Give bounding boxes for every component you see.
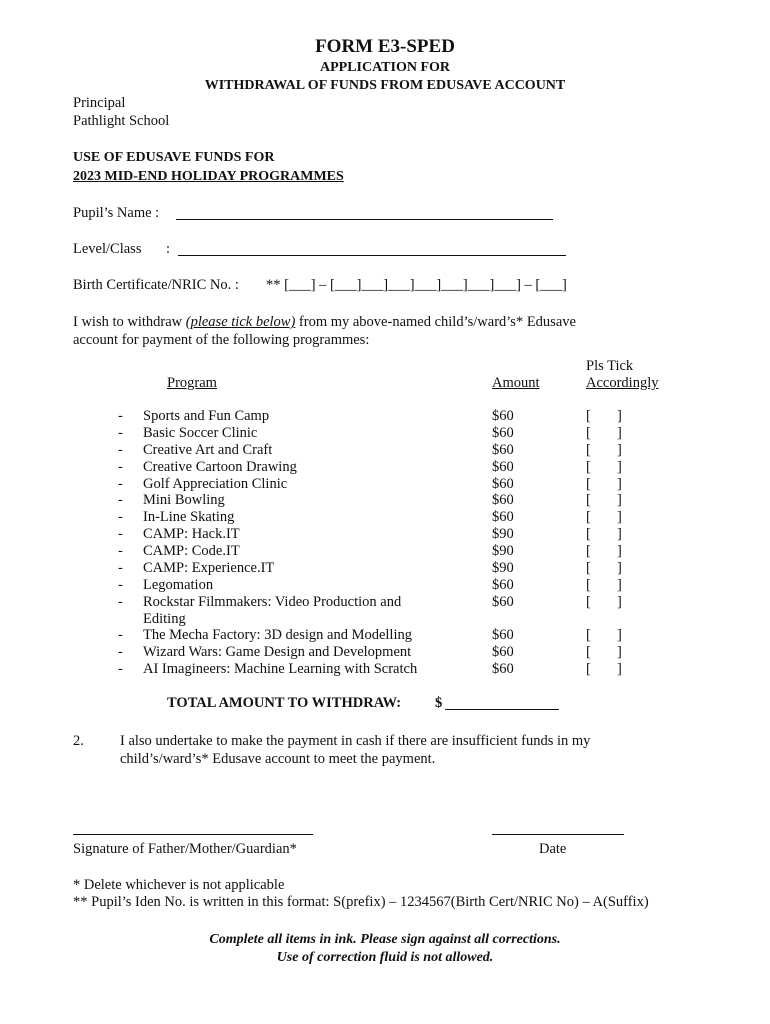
level-class-label: Level/Class: [73, 241, 142, 257]
note-delete: * Delete whichever is not applicable: [73, 877, 285, 893]
row-dash: -: [118, 644, 123, 660]
programme-row: [0, 577, 770, 594]
programme-name: The Mecha Factory: 3D design and Modelling: [143, 627, 412, 643]
programme-name: Sports and Fun Camp: [143, 408, 270, 424]
programme-row: [0, 526, 770, 543]
tick-box-left-bracket: [: [586, 661, 591, 677]
date-field[interactable]: [492, 834, 624, 835]
programme-name: CAMP: Code.IT: [143, 543, 240, 559]
addressee-line-2: Pathlight School: [73, 113, 170, 129]
amount-header: Amount: [492, 375, 540, 391]
total-currency: $: [435, 695, 443, 711]
programme-row: [0, 425, 770, 442]
level-class-field[interactable]: [178, 255, 566, 256]
tick-box-left-bracket: [: [586, 560, 591, 576]
pupil-name-label: Pupil’s Name :: [73, 205, 160, 221]
intro-text-after: from my above-named child’s/ward’s* Edusave: [295, 314, 576, 330]
level-class-colon: :: [166, 241, 171, 257]
programme-amount: $60: [492, 644, 514, 660]
footer-line-1: Complete all items in ink. Please sign against all corrections.: [209, 932, 561, 947]
tick-box-left-bracket: [: [586, 492, 591, 508]
row-dash: -: [118, 459, 123, 475]
form-title: FORM E3-SPED: [315, 36, 455, 57]
tick-box-left-bracket: [: [586, 476, 591, 492]
tick-box-right-bracket: ]: [617, 476, 622, 492]
tick-box-right-bracket: ]: [617, 425, 622, 441]
programme-name: Basic Soccer Clinic: [143, 425, 258, 441]
tick-header-line-2: Accordingly: [586, 375, 659, 391]
programme-row: [0, 459, 770, 476]
tick-box-left-bracket: [: [586, 408, 591, 424]
programme-row: [0, 543, 770, 560]
tick-box-left-bracket: [: [586, 594, 591, 610]
programme-amount: $60: [492, 577, 514, 593]
tick-box-right-bracket: ]: [617, 644, 622, 660]
programme-row: [0, 644, 770, 661]
tick-box-left-bracket: [: [586, 425, 591, 441]
tick-box-left-bracket: [: [586, 459, 591, 475]
programme-name: Mini Bowling: [143, 492, 225, 508]
tick-box-left-bracket: [: [586, 644, 591, 660]
programme-amount: $90: [492, 543, 514, 559]
total-amount-field[interactable]: [445, 709, 559, 710]
programme-name: AI Imagineers: Machine Learning with Scratch: [143, 661, 418, 677]
tick-box-right-bracket: ]: [617, 442, 622, 458]
programme-name: Wizard Wars: Game Design and Development: [143, 644, 412, 660]
programme-name: Creative Cartoon Drawing: [143, 459, 297, 475]
signature-label: Signature of Father/Mother/Guardian*: [73, 841, 297, 857]
funds-heading-line-1: USE OF EDUSAVE FUNDS FOR: [73, 150, 275, 165]
tick-box-left-bracket: [: [586, 543, 591, 559]
tick-box-left-bracket: [: [586, 526, 591, 542]
row-dash: -: [118, 594, 123, 610]
tick-box-right-bracket: ]: [617, 492, 622, 508]
row-dash: -: [118, 509, 123, 525]
row-dash: -: [118, 627, 123, 643]
programme-name: Legomation: [143, 577, 214, 593]
programme-row: [0, 627, 770, 644]
row-dash: -: [118, 661, 123, 677]
tick-box-right-bracket: ]: [617, 627, 622, 643]
programme-amount: $60: [492, 408, 514, 424]
tick-box-right-bracket: ]: [617, 560, 622, 576]
row-dash: -: [118, 560, 123, 576]
programme-name: CAMP: Hack.IT: [143, 526, 240, 542]
programme-amount: $60: [492, 509, 514, 525]
programme-amount: $60: [492, 627, 514, 643]
row-dash: -: [118, 408, 123, 424]
row-dash: -: [118, 476, 123, 492]
tick-box-left-bracket: [: [586, 627, 591, 643]
row-dash: -: [118, 442, 123, 458]
row-dash: -: [118, 543, 123, 559]
undertaking-line-2: child’s/ward’s* Edusave account to meet the payment.: [120, 751, 436, 767]
tick-box-right-bracket: ]: [617, 526, 622, 542]
form-subtitle-1: APPLICATION FOR: [319, 60, 451, 75]
tick-box-right-bracket: ]: [617, 577, 622, 593]
funds-heading-line-2: 2023 MID-END HOLIDAY PROGRAMMES: [73, 169, 344, 184]
row-dash: -: [118, 526, 123, 542]
programme-name: In-Line Skating: [143, 509, 235, 525]
row-dash: -: [118, 492, 123, 508]
tick-box-left-bracket: [: [586, 509, 591, 525]
programme-name: Golf Appreciation Clinic: [143, 476, 288, 492]
addressee-line-1: Principal: [73, 95, 126, 111]
programme-row: [0, 408, 770, 425]
programme-name: Rockstar Filmmakers: Video Production and Editing: [143, 594, 402, 627]
programme-row: [0, 492, 770, 509]
programme-row: [0, 509, 770, 526]
undertaking-number: 2.: [73, 733, 84, 749]
footer-line-2: Use of correction fluid is not allowed.: [276, 950, 494, 965]
programme-amount: $60: [492, 492, 514, 508]
programme-amount: $90: [492, 560, 514, 576]
row-dash: -: [118, 577, 123, 593]
programme-row: [0, 661, 770, 678]
tick-note: (please tick below): [185, 314, 296, 330]
form-subtitle-2: WITHDRAWAL OF FUNDS FROM EDUSAVE ACCOUNT: [204, 78, 566, 93]
date-label: Date: [539, 841, 567, 857]
tick-box-right-bracket: ]: [617, 594, 622, 610]
tick-box-right-bracket: ]: [617, 509, 622, 525]
program-header: Program: [167, 375, 217, 391]
programme-amount: $60: [492, 425, 514, 441]
programme-row: [0, 476, 770, 493]
programme-amount: $60: [492, 594, 514, 610]
tick-box-left-bracket: [: [586, 577, 591, 593]
tick-box-right-bracket: ]: [617, 459, 622, 475]
tick-header-line-1: Pls Tick: [586, 358, 634, 374]
programme-name: Creative Art and Craft: [143, 442, 273, 458]
tick-box-right-bracket: ]: [617, 543, 622, 559]
total-label: TOTAL AMOUNT TO WITHDRAW:: [167, 695, 402, 711]
tick-box-left-bracket: [: [586, 442, 591, 458]
pupil-name-field[interactable]: [176, 219, 553, 220]
intro-line-1: [73, 314, 576, 331]
tick-box-right-bracket: ]: [617, 408, 622, 424]
programme-amount: $90: [492, 526, 514, 542]
intro-line-2: account for payment of the following programmes:: [73, 332, 370, 348]
programme-row: [0, 442, 770, 459]
programme-name: CAMP: Experience.IT: [143, 560, 275, 576]
programme-row: [0, 594, 770, 628]
programme-amount: $60: [492, 476, 514, 492]
programme-amount: $60: [492, 459, 514, 475]
nric-label: Birth Certificate/NRIC No. :: [73, 277, 239, 293]
note-iden-format: ** Pupil’s Iden No. is written in this format: S(prefix) – 1234567(Birth Cert/NRIC No) – A(Suffix): [73, 894, 649, 910]
programme-amount: $60: [492, 442, 514, 458]
programme-amount: $60: [492, 661, 514, 677]
tick-box-right-bracket: ]: [617, 661, 622, 677]
undertaking-line-1: I also undertake to make the payment in cash if there are insufficient funds in my: [120, 733, 591, 749]
signature-field[interactable]: [73, 834, 313, 835]
programme-row: [0, 560, 770, 577]
nric-field[interactable]: ** [___] – [___]___]___]___]___]___]___] – [___]: [266, 277, 567, 293]
row-dash: -: [118, 425, 123, 441]
intro-text-before: I wish to withdraw: [73, 314, 186, 330]
